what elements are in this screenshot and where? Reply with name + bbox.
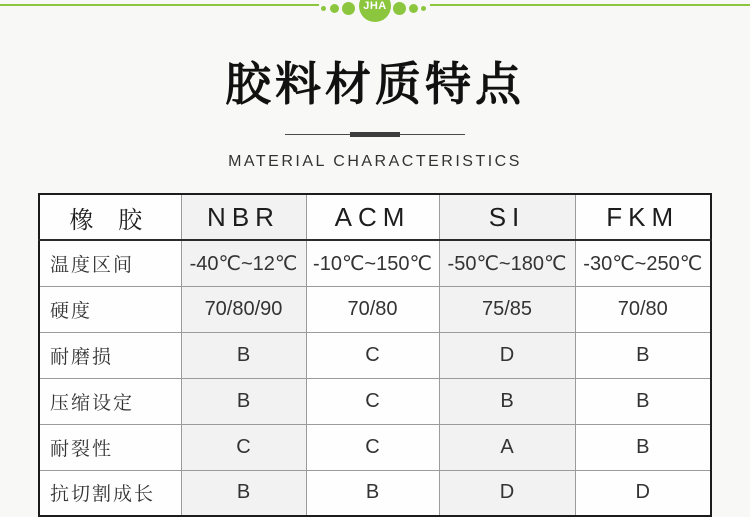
column-header-acm: ACM (306, 194, 439, 240)
row-label: 温度区间 (39, 240, 181, 286)
deco-dot-medium-left (330, 4, 339, 13)
table-cell: B (575, 378, 711, 424)
table-cell: D (439, 332, 575, 378)
table-row-temperature (39, 240, 711, 286)
table-cell: 75/85 (439, 286, 575, 332)
column-header-rubber: 橡 胶 (39, 194, 181, 240)
table-cell: -50℃~180℃ (439, 240, 575, 286)
brand-logo-text: JHA (363, 0, 387, 12)
table-row-compression-set (39, 378, 711, 424)
deco-dot-large-right (393, 2, 406, 15)
page-subtitle: MATERIAL CHARACTERISTICS (228, 153, 522, 170)
table-header-row (39, 194, 711, 240)
deco-dot-medium-right (409, 4, 418, 13)
table-cell: D (439, 470, 575, 516)
table-cell: C (306, 424, 439, 470)
header-decoration (0, 0, 750, 22)
table-cell: C (306, 332, 439, 378)
table-cell: B (181, 378, 306, 424)
column-header-si: SI (439, 194, 575, 240)
table-cell: A (439, 424, 575, 470)
table-cell: B (181, 332, 306, 378)
table-cell: B (575, 424, 711, 470)
table-row-abrasion-resistance (39, 332, 711, 378)
table-cell: -40℃~12℃ (181, 240, 306, 286)
row-label: 硬度 (39, 286, 181, 332)
table-cell: B (306, 470, 439, 516)
table-cell: 70/80 (306, 286, 439, 332)
row-label: 耐裂性 (39, 424, 181, 470)
decoration-line-left (0, 4, 319, 6)
table-cell: C (181, 424, 306, 470)
row-label: 耐磨损 (39, 332, 181, 378)
brand-logo-circle (359, 0, 391, 22)
page-title: 胶料材质特点 (225, 58, 525, 110)
deco-dot-large-left (342, 2, 355, 15)
table-cell: 70/80 (575, 286, 711, 332)
deco-dot-small-left (321, 6, 326, 11)
deco-dot-small-right (421, 6, 426, 11)
title-divider-thick-segment (350, 132, 400, 137)
table-row-crack-resistance (39, 424, 711, 470)
column-header-nbr: NBR (181, 194, 306, 240)
table-cell: B (575, 332, 711, 378)
table-cell: 70/80/90 (181, 286, 306, 332)
table-cell: -30℃~250℃ (575, 240, 711, 286)
table-row-cut-growth-resistance (39, 470, 711, 516)
row-label: 抗切割成长 (39, 470, 181, 516)
table-cell: C (306, 378, 439, 424)
table-row-hardness (39, 286, 711, 332)
material-characteristics-table (38, 193, 712, 517)
table-cell: -10℃~150℃ (306, 240, 439, 286)
table-cell: D (575, 470, 711, 516)
column-header-fkm: FKM (575, 194, 711, 240)
title-divider (285, 132, 465, 137)
row-label: 压缩设定 (39, 378, 181, 424)
table-cell: B (181, 470, 306, 516)
table-cell: B (439, 378, 575, 424)
decoration-line-right (430, 4, 750, 6)
